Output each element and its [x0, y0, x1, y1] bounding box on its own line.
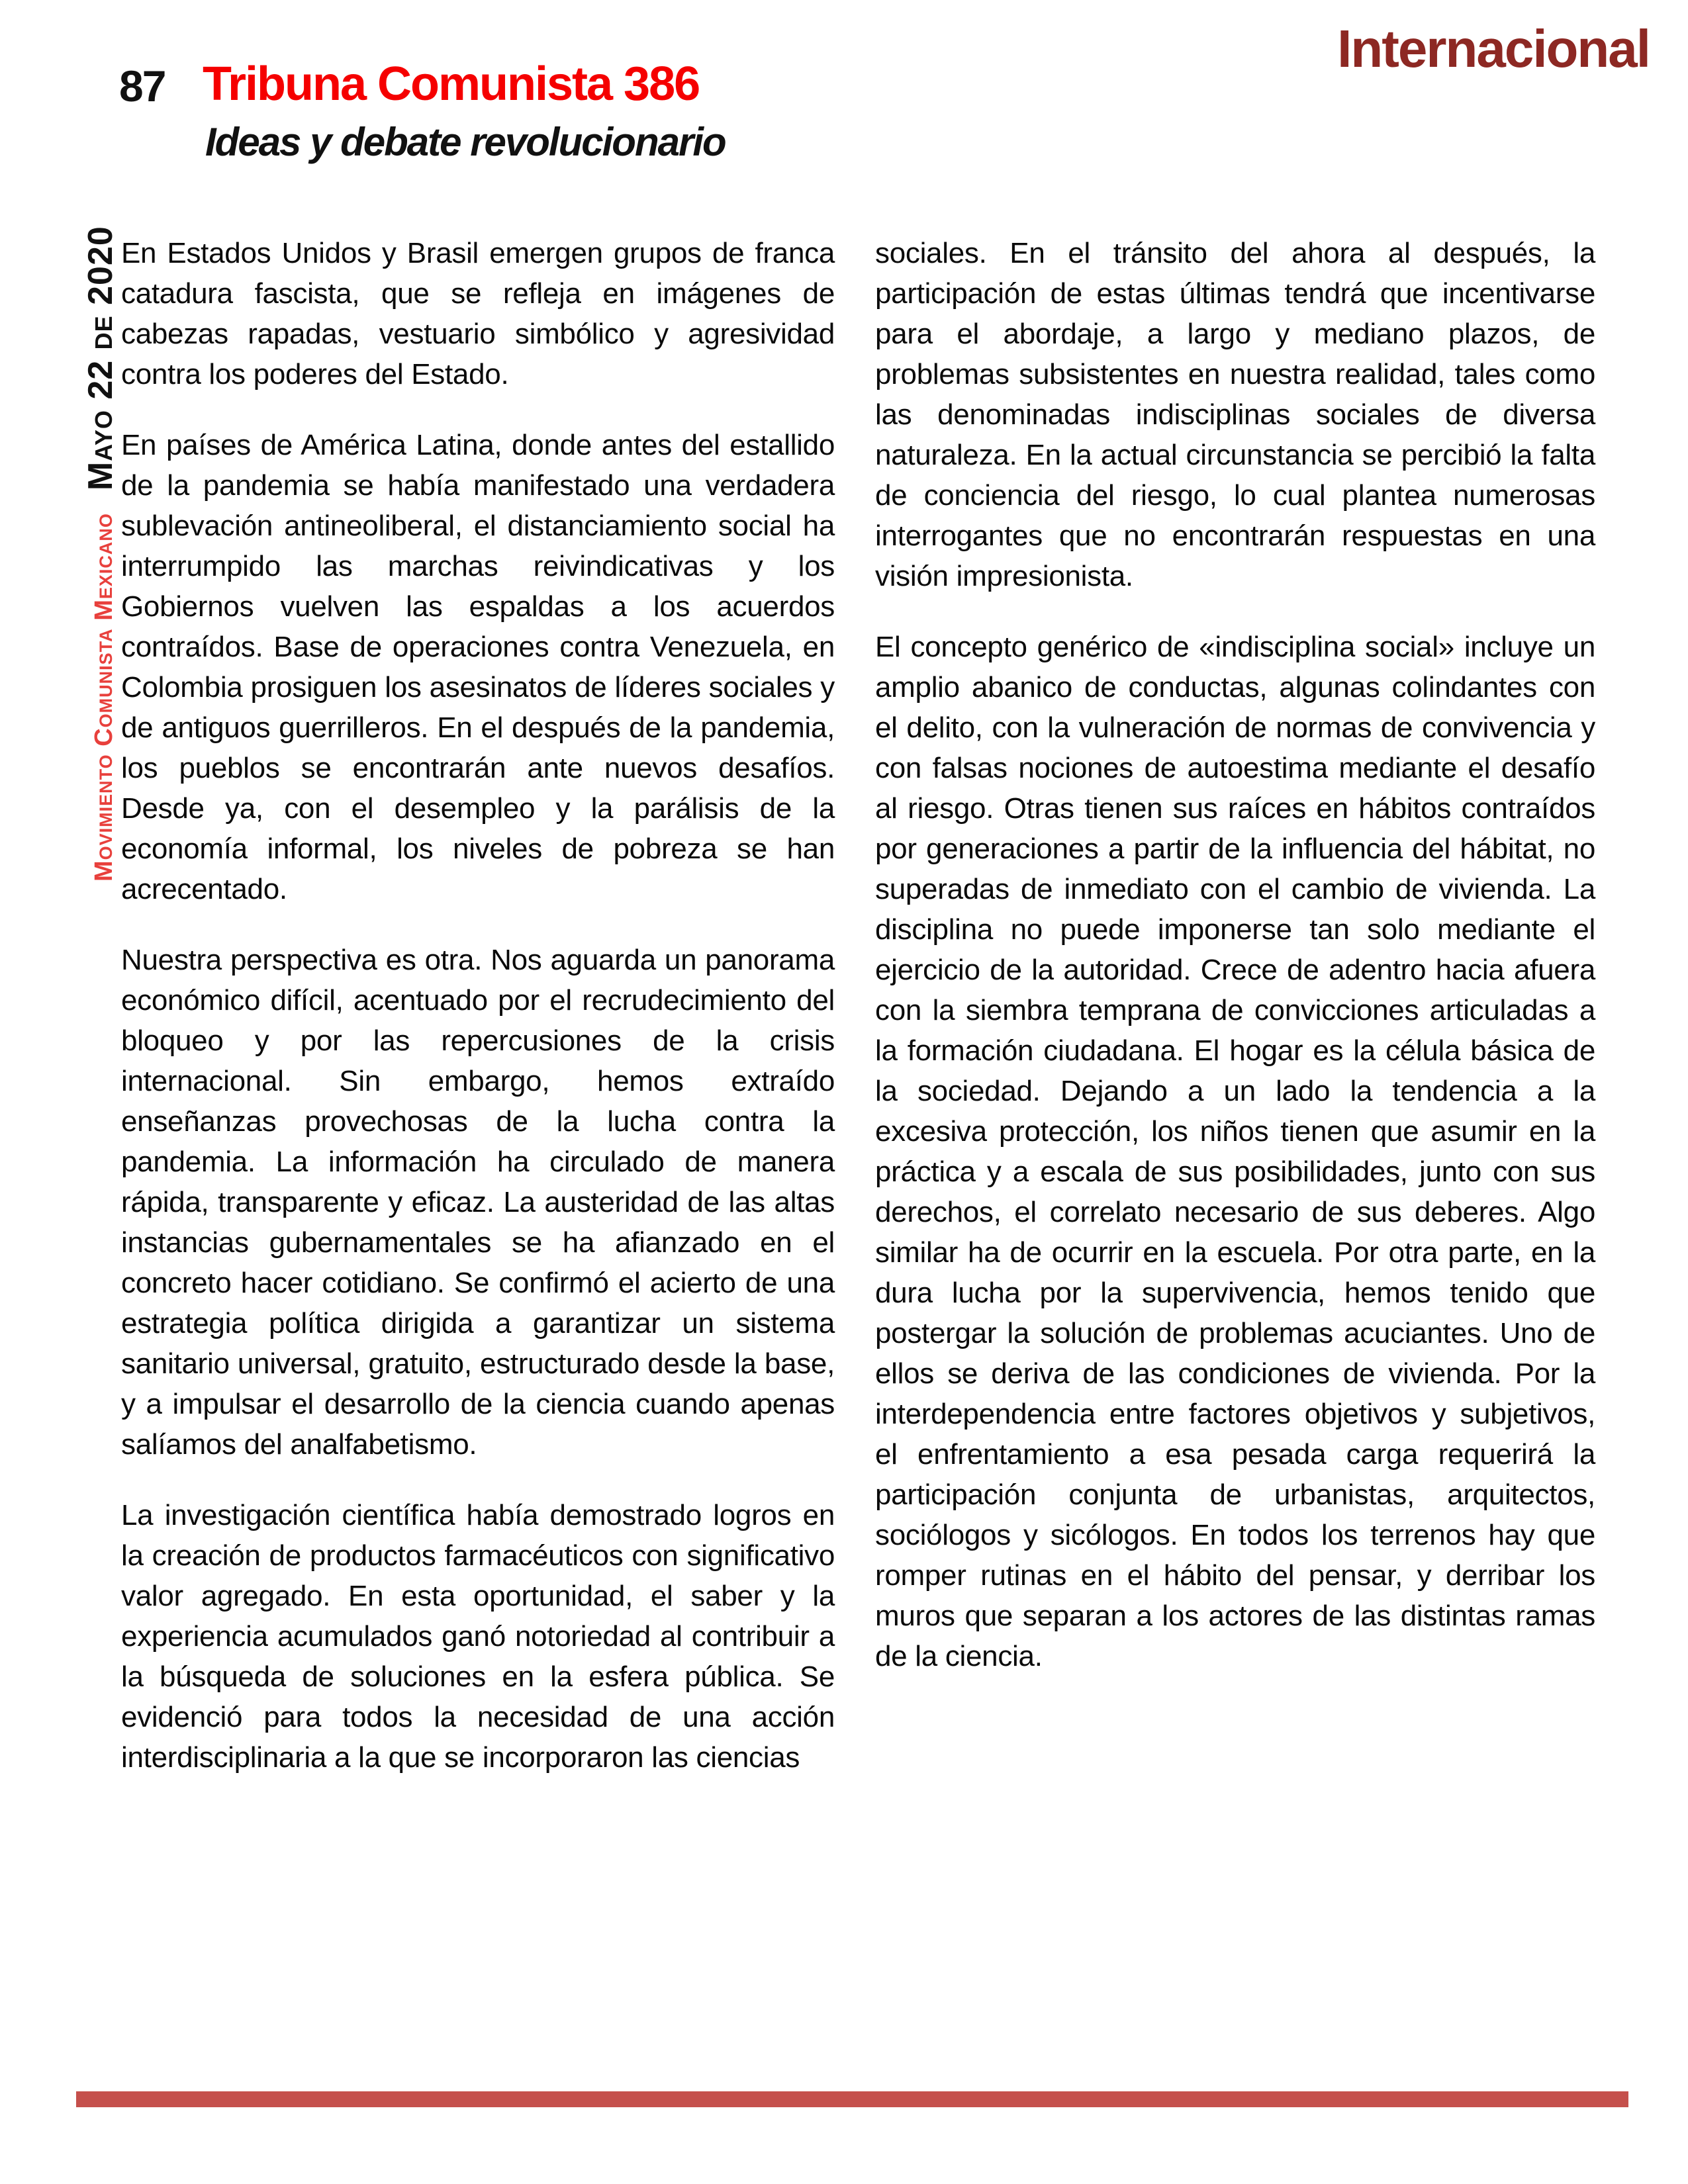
sidebar-organization: Movimiento Comunista Mexicano	[90, 513, 118, 882]
sidebar-date: Mayo 22 de 2020	[81, 226, 120, 491]
footer-rule	[76, 2091, 1628, 2107]
paragraph: En Estados Unidos y Brasil emergen grupos de franca catadura fascista, que se refleja en imágenes de cabezas rapadas, vestuario simbólico y agresividad contra los poderes del Estado.	[121, 237, 835, 390]
paragraph: Nuestra perspectiva es otra. Nos aguarda un panorama económico difícil, acentuado por el recrudecimiento del bloqueo y por las repercusiones de la crisis internacional. Sin embargo, hemos extraído enseñanzas provechosas de la lucha contra la pandemia. La información ha circulado de manera rápida, transparente y eficaz. La austeridad de las altas instancias gubernamentales se ha afianzado en el concreto hacer cotidiano. Se confirmó el acierto de una estrategia política dirigida a garantizar un sistema sanitario universal, gratuito, estructurado desde la base, y a impulsar el desarrollo de la ciencia cuando apenas salíamos del analfabetismo.	[121, 944, 835, 1461]
page-number: 87	[119, 62, 165, 111]
paragraph: La investigación científica había demostrado logros en la creación de productos farmacéuticos con significativo valor agregado. En esta oportunidad, el saber y la experiencia acumulados ganó notoriedad al contribuir a la búsqueda de soluciones en la esfera pública. Se evidenció para todos la necesidad de una acción interdisciplinaria a la que se incorporaron las ciencias	[121, 1499, 835, 1774]
masthead-title: Tribuna Comunista 386	[203, 58, 700, 111]
paragraph: En países de América Latina, donde antes del estallido de la pandemia se había manifestado una verdadera sublevación antineoliberal, el distanciamiento social ha interrumpido las marchas reivindicativas y los Gobiernos vuelven las espaldas a los acuerdos contraídos. Base de operaciones contra Venezuela, en Colombia prosiguen los asesinatos de líderes sociales y de antiguos guerrilleros. En el después de la pandemia, los pueblos se encontrarán ante nuevos desafíos. Desde ya, con el desempleo y la parálisis de la economía informal, los niveles de pobreza se han acrecentado.	[121, 429, 835, 905]
paragraph: El concepto genérico de «indisciplina social» incluye un amplio abanico de conductas, algunas colindantes con el delito, con la vulneración de normas de convivencia y con falsas nociones de autoestima mediante el desafío al riesgo. Otras tienen sus raíces en hábitos contraídos por generaciones a partir de la influencia del hábitat, no superadas de inmediato con el cambio de vivienda. La disciplina no puede imponerse tan solo mediante el ejercicio de la autoridad. Crece de adentro hacia afuera con la siembra temprana de convicciones articuladas a la formación ciudadana. El hogar es la célula básica de la sociedad. Dejando a un lado la tendencia a la excesiva protección, los niños tienen que asumir en la práctica y a escala de sus posibilidades, junto con sus derechos, el correlato necesario de sus deberes. Algo similar ha de ocurrir en la escuela. Por otra parte, en la dura lucha por la supervivencia, hemos tenido que postergar la solución de problemas acuciantes. Uno de ellos se deriva de las condiciones de vivienda. Por la interdependencia entre factores objetivos y subjetivos, el enfrentamiento a esa pesada carga requerirá la participación conjunta de urbanistas, arquitectos, sociólogos y sicólogos. En todos los terrenos hay que romper rutinas en el hábito del pensar, y derribar los muros que separan a los actores de las distintas ramas de la ciencia.	[875, 631, 1595, 1672]
paragraph: sociales. En el tránsito del ahora al después, la participación de estas últimas tendrá que incentivarse para el abordaje, a largo y mediano plazos, de problemas subsistentes en nuestra realidad, tales como las denominadas indisciplinas sociales de diversa naturaleza. En la actual circunstancia se percibió la falta de conciencia del riesgo, lo cual plantea numerosas interrogantes que no encontrarán respuestas en una visión impresionista.	[875, 237, 1595, 592]
section-label: Internacional	[1337, 19, 1650, 78]
article-column-right	[875, 233, 1595, 1676]
article-column-left	[121, 233, 835, 1778]
masthead-subtitle: Ideas y debate revolucionario	[205, 120, 726, 164]
